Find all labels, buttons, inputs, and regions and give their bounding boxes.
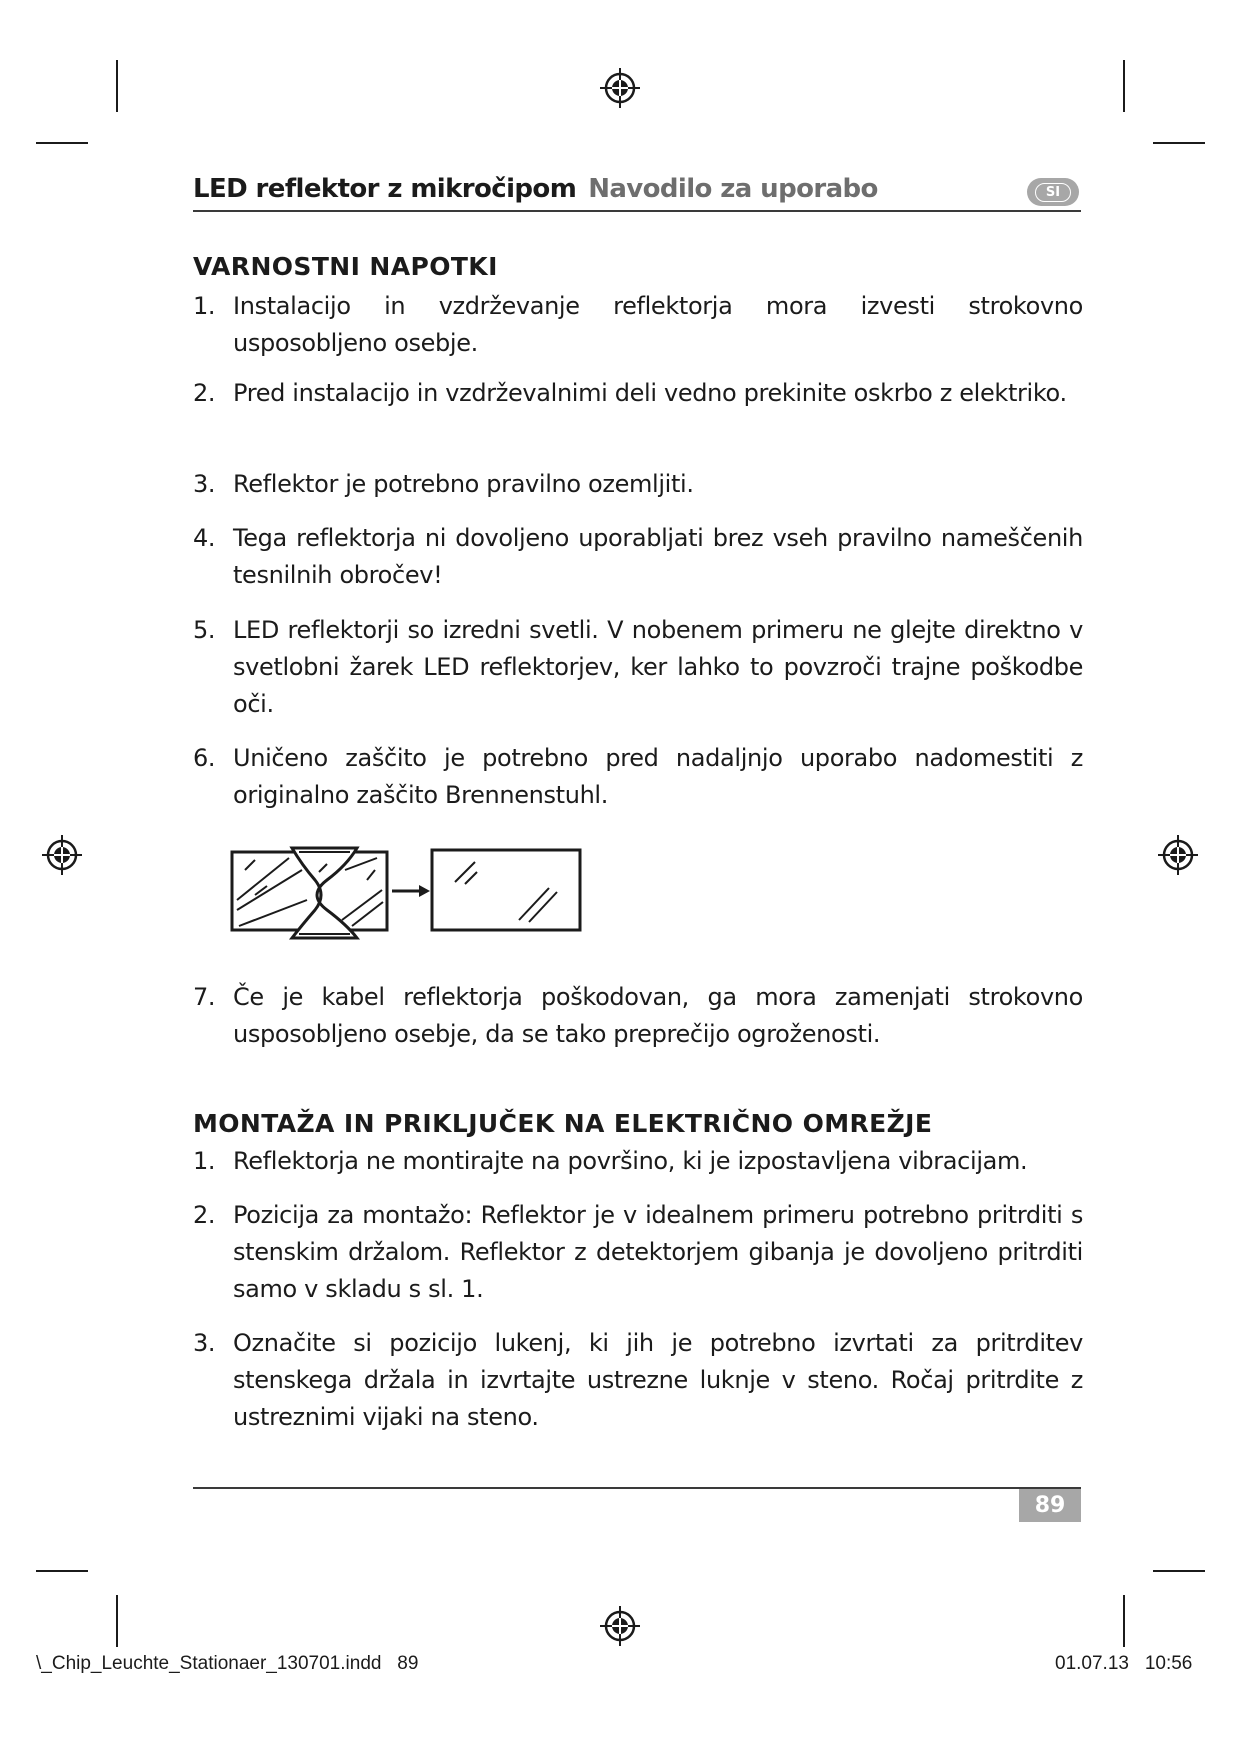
slug-file: \_Chip_Leuchte_Stationaer_130701.indd [36,1653,382,1674]
crop-mark [116,60,118,112]
section-title-mounting: MONTAŽA IN PRIKLJUČEK NA ELEKTRIČNO OMREŽJE [193,1109,933,1138]
list-item [193,1197,1083,1308]
crop-mark [36,142,88,144]
list-item-number: 2. [193,379,216,407]
list-item [193,1143,1083,1180]
slug-date: 01.07.13 [1055,1653,1129,1674]
product-title: LED reflektor z mikročipom [193,174,577,204]
crop-mark [1153,1570,1205,1572]
list-item-text: Instalacijo in vzdrževanje reflektorja mora izvesti strokovno usposobljeno osebje. [233,292,1083,357]
list-item-text: Pred instalacijo in vzdrževalnimi deli vedno prekinite oskrbo z elektriko. [233,379,1067,407]
crop-mark [1153,142,1205,144]
page-number: 89 [1019,1489,1081,1522]
list-item-text: Uničeno zaščito je potrebno pred nadaljnjo uporabo nadomestiti z originalno zaščito Brennenstuhl. [233,744,1083,809]
glass-replacement-figure [227,840,587,955]
list-item-number: 7. [193,983,216,1011]
slug-file-name [36,1653,418,1675]
list-item-number: 5. [193,616,216,644]
list-item-number: 2. [193,1201,216,1229]
list-item-text: Tega reflektorja ni dovoljeno uporabljati brez vseh pravilno nameščenih tesnilnih obročev! [233,524,1083,589]
registration-mark-icon [598,1604,642,1648]
list-item [193,740,1083,814]
crop-mark [36,1570,88,1572]
list-item [193,979,1083,1053]
language-badge-label: SI [1035,183,1071,202]
glass-replacement-illustration [227,840,587,955]
registration-mark-icon [1156,833,1200,877]
list-item-text: LED reflektorji so izredni svetli. V nobenem primeru ne glejte direktno v svetlobni žarek LED reflektorjev, ker lahko to povzroči trajne poškodbe oči. [233,616,1083,718]
registration-mark-icon [40,833,84,877]
crop-mark [1123,60,1125,112]
list-item [193,288,1083,362]
page-header [193,170,1081,212]
list-item [193,466,1083,503]
list-item [193,375,1083,412]
list-item-number: 3. [193,470,216,498]
list-item-text: Pozicija za montažo: Reflektor je v idealnem primeru potrebno pritrditi s stenskim držalom. Reflektor z detektorjem gibanja je dovoljeno pritrditi samo v skladu s sl. 1. [233,1201,1083,1303]
list-item [193,520,1083,594]
slug-page: 89 [397,1653,419,1674]
slug-timestamp [1055,1653,1192,1675]
list-item-number: 1. [193,1147,216,1175]
list-item-number: 1. [193,292,216,320]
list-item [193,1325,1083,1436]
crop-mark [1123,1595,1125,1647]
slug-time: 10:56 [1144,1653,1193,1674]
list-item-number: 3. [193,1329,216,1357]
registration-mark-icon [598,66,642,110]
list-item [193,612,1083,723]
list-item-text: Reflektor je potrebno pravilno ozemljiti. [233,470,694,498]
section-title-safety: VARNOSTNI NAPOTKI [193,252,498,281]
list-item-text: Reflektorja ne montirajte na površino, ki je izpostavljena vibracijam. [233,1147,1028,1175]
crop-mark [116,1595,118,1647]
language-badge [1027,178,1079,206]
list-item-number: 6. [193,744,216,772]
list-item-number: 4. [193,524,216,552]
list-item-text: Če je kabel reflektorja poškodovan, ga mora zamenjati strokovno usposobljeno osebje, da se tako preprečijo ogroženosti. [233,983,1083,1048]
list-item-text: Označite si pozicijo lukenj, ki jih je potrebno izvrtati za pritrditev stenskega držala in izvrtajte ustrezne luknje v steno. Ročaj pritrdite z ustreznimi vijaki na steno. [233,1329,1083,1431]
document-subtitle: Navodilo za uporabo [588,174,878,204]
footer-rule [193,1487,1081,1489]
page-title [193,174,878,204]
